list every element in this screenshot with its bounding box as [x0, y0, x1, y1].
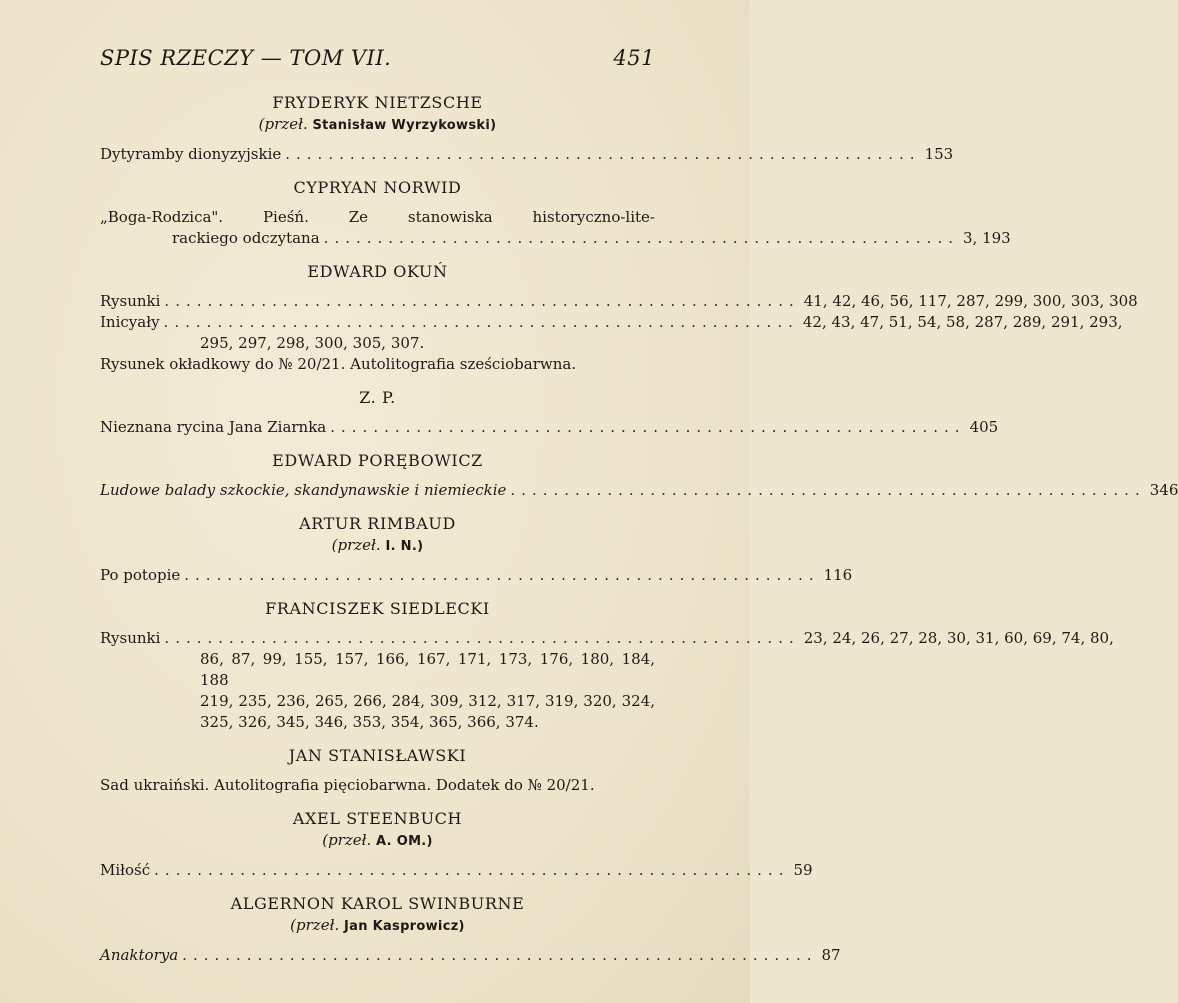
- entry-pages-continued: 325, 326, 345, 346, 353, 354, 365, 366, 374.: [200, 713, 539, 731]
- translator-name: I. N.): [385, 539, 424, 554]
- toc-entry: [100, 860, 813, 881]
- author-heading: FRANCISZEK SIEDLECKI: [265, 599, 490, 618]
- translator-name: A. OM.): [376, 834, 433, 849]
- entry-title: Ludowe balady szkockie, skandynawskie i niemieckie: [100, 481, 507, 499]
- entry-title: Nieznana rycina Jana Ziarnka: [100, 418, 327, 436]
- leader-dots: ...........................................................: [164, 629, 800, 647]
- entry-pages: 3, 193: [963, 229, 1011, 247]
- toc-entry: [100, 291, 1138, 312]
- translator-prefix: (przeł.: [322, 831, 372, 849]
- author-heading: EDWARD PORĘBOWICZ: [272, 451, 483, 470]
- entry-pages: 42, 43, 47, 51, 54, 58, 287, 289, 291, 293,: [802, 313, 1123, 331]
- translator-prefix: (przeł.: [258, 115, 308, 133]
- entry-title: rackiego odczytana: [172, 229, 320, 247]
- leader-dots: ...........................................................: [323, 229, 959, 247]
- toc-entry: [100, 312, 1123, 333]
- entry-title: Anaktorya: [100, 946, 179, 964]
- leader-dots: ...........................................................: [330, 418, 966, 436]
- leader-dots: ...........................................................: [154, 861, 790, 879]
- toc-entry: [100, 228, 1011, 249]
- entry-title: Miłość: [100, 861, 151, 879]
- author-heading: Z. P.: [359, 388, 396, 407]
- entry-title: Rysunki: [100, 629, 161, 647]
- leader-dots: ...........................................................: [163, 313, 799, 331]
- author-heading: ALGERNON KAROL SWINBURNE: [230, 894, 525, 913]
- author-heading: EDWARD OKUŃ: [307, 262, 448, 281]
- leader-dots: ...........................................................: [184, 566, 820, 584]
- author-heading: ARTUR RIMBAUD: [299, 514, 456, 533]
- entry-title: Rysunki: [100, 292, 161, 310]
- toc-entry: [100, 417, 999, 438]
- translator-line: [100, 915, 655, 937]
- leader-dots: ...........................................................: [182, 946, 818, 964]
- toc-entry: [100, 945, 841, 966]
- author-heading: JAN STANISŁAWSKI: [288, 746, 467, 765]
- translator-name: Stanisław Wyrzykowski): [312, 118, 497, 133]
- entry-pages: 116: [823, 566, 853, 584]
- entry-pages-continued: 86, 87, 99, 155, 157, 166, 167, 171, 173, 176, 180, 184, 188: [200, 650, 655, 689]
- translator-prefix: (przeł.: [331, 536, 381, 554]
- entry-pages: 59: [793, 861, 813, 879]
- toc-entry: [100, 144, 954, 165]
- entry-pages: 41, 42, 46, 56, 117, 287, 299, 300, 303, 308: [803, 292, 1138, 310]
- entry-pages: 405: [969, 418, 999, 436]
- translator-line: [100, 114, 655, 136]
- entry-pages: 23, 24, 26, 27, 28, 30, 31, 60, 69, 74, 80,: [803, 629, 1114, 647]
- translator-name: Jan Kasprowicz): [344, 919, 465, 934]
- entry-title: Dytyramby dionyzyjskie: [100, 145, 282, 163]
- leader-dots: ...........................................................: [164, 292, 800, 310]
- author-heading: AXEL STEENBUCH: [292, 809, 463, 828]
- entry-pages: 153: [924, 145, 954, 163]
- page-header: [100, 46, 655, 70]
- table-of-contents: [100, 92, 1178, 966]
- author-heading: CYPRYAN NORWID: [293, 178, 462, 197]
- entry-pages: 87: [821, 946, 841, 964]
- leader-dots: ...........................................................: [285, 145, 921, 163]
- entry-title-line: Rysunek okładkowy do № 20/21. Autolitografia sześciobarwna.: [100, 355, 577, 373]
- author-heading: FRYDERYK NIETZSCHE: [272, 93, 483, 112]
- entry-title-line: „Boga-Rodzica". Pieśń. Ze stanowiska historyczno-lite-: [100, 208, 655, 226]
- page-number: 451: [613, 46, 655, 70]
- running-title: SPIS RZECZY — TOM VII.: [100, 46, 392, 70]
- translator-line: [100, 830, 655, 852]
- leader-dots: ...........................................................: [510, 481, 1146, 499]
- entry-title: Po potopie: [100, 566, 181, 584]
- entry-pages: 346: [1149, 481, 1178, 499]
- entry-pages-continued: 295, 297, 298, 300, 305, 307.: [200, 334, 425, 352]
- entry-title: Inicyały: [100, 313, 160, 331]
- toc-entry: [100, 565, 853, 586]
- translator-line: [100, 535, 655, 557]
- toc-entry: [100, 480, 1178, 501]
- entry-pages-continued: 219, 235, 236, 265, 266, 284, 309, 312, 317, 319, 320, 324,: [200, 692, 655, 710]
- translator-prefix: (przeł.: [290, 916, 340, 934]
- entry-title-line: Sad ukraiński. Autolitografia pięciobarwna. Dodatek do № 20/21.: [100, 776, 595, 794]
- toc-entry: [100, 628, 1114, 649]
